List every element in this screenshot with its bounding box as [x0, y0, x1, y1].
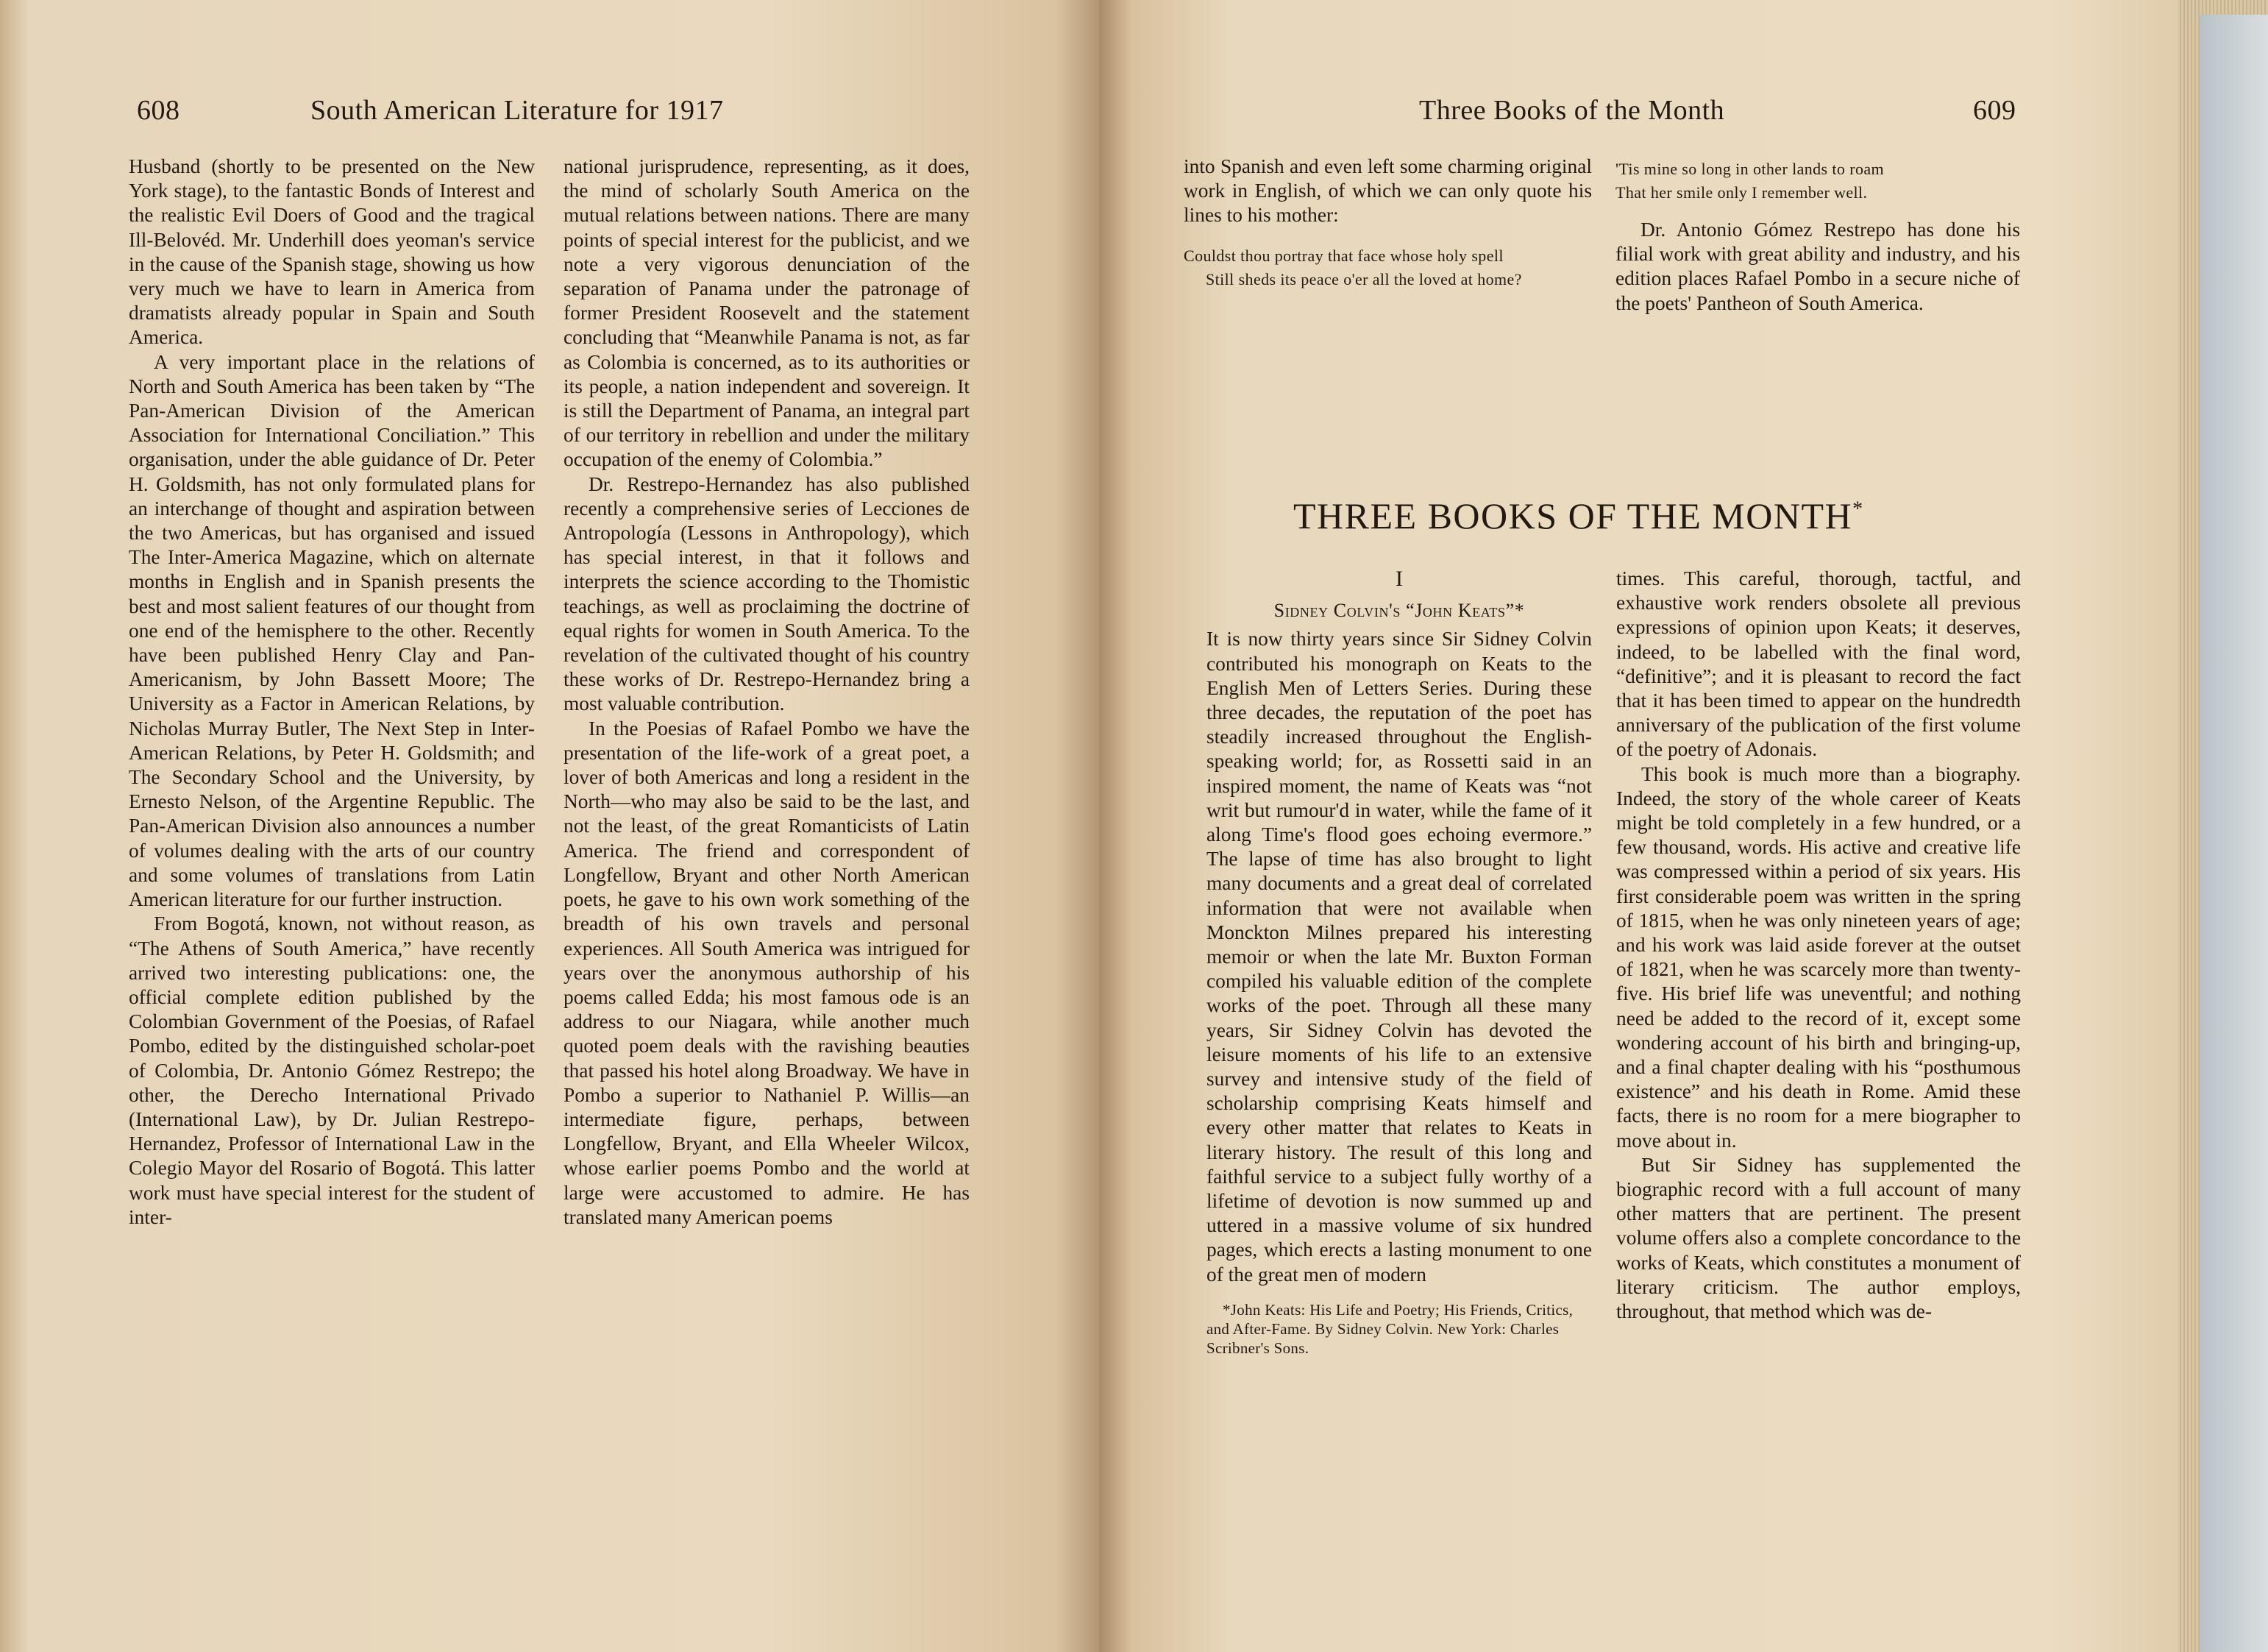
poem-line: Couldst thou portray that face whose holy spell	[1184, 246, 1504, 265]
right-page-number: 609	[1973, 95, 2016, 126]
paragraph: Dr. Antonio Gómez Restrepo has done his filial work with great ability and industry, and his edition places Rafael Pombo in a secure niche of the poets' Pantheon of South America.	[1615, 219, 2020, 314]
poem-line: That her smile only I remember well.	[1615, 183, 1868, 202]
right-top-column-2	[1615, 155, 2020, 316]
section-title	[1293, 494, 1864, 537]
right-top-column-1	[1184, 155, 1592, 305]
left-column-1	[129, 155, 535, 1230]
poem-excerpt-1	[1184, 244, 1592, 291]
right-body-column-2	[1616, 567, 2021, 1324]
paragraph: From Bogotá, known, not without reason, as “The Athens of South America,” have recently arrived two interesting publications: one, the official complete edition published by the Colombian Government of the Poesias, of Rafael Pombo, edited by the distinguished scholar-poet of Colombia, Dr. Antonio Gómez Restrepo; the other, the Derecho International Privado (International Law), by Dr. Julian Restrepo-Hernandez, Professor of International Law in the Colegio Mayor del Rosario of Bogotá. This latter work must have special interest for the student of inter-	[129, 912, 535, 1228]
right-running-head: Three Books of the Month	[1419, 95, 1725, 126]
section-number: I	[1396, 567, 1403, 591]
paragraph: into Spanish and even left some charming original work in English, of which we can only quote his lines to his mother:	[1184, 155, 1592, 227]
left-running-head: South American Literature for 1917	[310, 95, 724, 126]
poem-line: Still sheds its peace o'er all the loved at home?	[1206, 269, 1522, 288]
paragraph: national jurisprudence, representing, as it does, the mind of scholarly South America on the mutual relations between nations. There are many points of special interest for the publicist, and we note a very vigorous denunciation of the separation of Panama under the patronage of former President Roosevelt and the statement concluding that “Meanwhile Panama is not, as far as Colombia is concerned, as to its authorities or its people, a nation independent and sovereign. It is still the Department of Panama, an integral part of our territory in rebellion and under the military occupation of the enemy of Colombia.”	[564, 155, 970, 471]
poem-excerpt-2	[1615, 157, 2020, 205]
paragraph: It is now thirty years since Sir Sidney Colvin contributed his monograph on Keats to the English Men of Letters Series. During these three decades, the reputation of the poet has steadily increased throughout the English-speaking world; for, as Rossetti said in an inspired moment, the name of Keats was “not writ but rumour'd in water, while the fame of it along Time's flood goes echoing evermore.” The lapse of time has also brought to light many documents and a great deal of correlated information that were not available when Monckton Milnes prepared his interesting memoir or when the late Mr. Buxton Forman compiled his valuable edition of the complete works of the poet. Through all these many years, Sir Sidney Colvin has devoted the leisure moments of his life to an extensive survey and intensive study of the field of scholarship comprising Keats himself and every other matter that relates to Keats in literary history. The result of this long and faithful service to a subject fully worthy of a lifetime of devotion is now summed up and uttered in a massive volume of six hundred pages, which erects a lasting monument to one of the great men of modern	[1206, 628, 1592, 1286]
subheading: Sidney Colvin's “John Keats”*	[1273, 600, 1525, 622]
paragraph: This book is much more than a biography. Indeed, the story of the whole career of Keats might be told completely in a few hundred, or a few thousand, words. His active and creative life was compressed within a period of six years. His first considerable poem was written in the spring of 1815, when he was only nineteen years of age; and his work was laid aside forever at the outset of 1821, when he was scarcely more than twenty-five. His brief life was uneventful; and nothing need be added to the record of it, except some wondering account of his birth and bringing-up, and a final chapter dealing with his “posthumous existence” and his death in Rome. Amid these facts, there is no room for a mere biographer to move about in.	[1616, 762, 2021, 1152]
left-page-number: 608	[137, 95, 180, 126]
right-body-column-1	[1206, 567, 1592, 1358]
paragraph: A very important place in the relations of North and South America has been taken by “The Pan-American Division of the American Association for International Conciliation.” This organisation, under the able guidance of Dr. Peter H. Goldsmith, has not only formulated plans for an interchange of thought and aspiration between the two Americas, but has organised and issued The Inter-America Magazine, which on alternate months in English and in Spanish presents the best and most salient features of our thought from one end of the hemisphere to the other. Recently have been published Henry Clay and Pan-Americanism, by John Bassett Moore; The University as a Factor in American Relations, by Nicholas Murray Butler, The Next Step in Inter-American Relations, by Peter H. Goldsmith; and The Secondary School and the University, by Ernesto Nelson, of the Argentine Republic. The Pan-American Division also announces a number of volumes dealing with the arts of our country and some volumes of translations from Latin American literature for our further instruction.	[129, 350, 535, 911]
paragraph: In the Poesias of Rafael Pombo we have the presentation of the life-work of a great poet, a lover of both Americas and long a resident in the North—who may also be said to be the last, and not the least, of the great Romanticists of Latin America. The friend and correspondent of Longfellow, Bryant and other North American poets, he gave to his own work something of the breadth of his own travels and personal experiences. All South America was intrigued for years over the anonymous authorship of his poems called Edda; his most famous ode is an address to our Niagara, while another much quoted poem deals with the ravishing beauties that passed his hotel along Broadway. We have in Pombo a superior to Nathaniel P. Willis—an intermediate figure, perhaps, between Longfellow, Bryant, and Ella Wheeler Wilcox, whose earlier poems Pombo and the world at large were accustomed to admire. He has translated many American poems	[564, 717, 970, 1228]
paragraph: Husband (shortly to be presented on the New York stage), to the fantastic Bonds of Interest and the realistic Evil Doers of Good and the tragical Ill-Belovéd. Mr. Underhill does yeoman's service in the cause of the Spanish stage, showing us how very much we have to learn in America from dramatists already popular in Spain and South America.	[129, 155, 535, 349]
section-title-text: THREE BOOKS OF THE MONTH	[1293, 495, 1853, 536]
paragraph: Dr. Restrepo-Hernandez has also published recently a comprehensive series of Lecciones de Antropología (Lessons in Anthropology), which has special interest, in that it follows and interprets the science according to the Thomistic teachings, as well as proclaiming the doctrine of equal rights for women in South America. To the revelation of the cultivated thought of his country these works of Dr. Restrepo-Hernandez bring a most valuable contribution.	[564, 472, 970, 715]
paragraph: times. This careful, thorough, tactful, and exhaustive work renders obsolete all previous expressions of opinion upon Keats; it deserves, indeed, to be labelled with the final word, “definitive”; and it is pleasant to record the fact that it has been timed to appear on the hundredth anniversary of the publication of the first volume of the poetry of Adonais.	[1616, 567, 2021, 761]
backdrop-strip	[2200, 15, 2268, 1652]
footnote-mark: *	[1852, 497, 1864, 521]
footnote-text: *John Keats: His Life and Poetry; His Friends, Critics, and After-Fame. By Sidney Colvin. New York: Charles Scribner's Sons.	[1206, 1300, 1574, 1357]
paragraph: But Sir Sidney has supplemented the biographic record with a full account of many other matters that are pertinent. The present volume offers also a complete concordance to the works of Keats, which constitutes a monument of literary criticism. The author employs, throughout, that method which was de-	[1616, 1153, 2021, 1323]
left-column-2	[564, 155, 970, 1230]
poem-line: 'Tis mine so long in other lands to roam	[1615, 160, 1885, 178]
footnote	[1206, 1300, 1592, 1358]
